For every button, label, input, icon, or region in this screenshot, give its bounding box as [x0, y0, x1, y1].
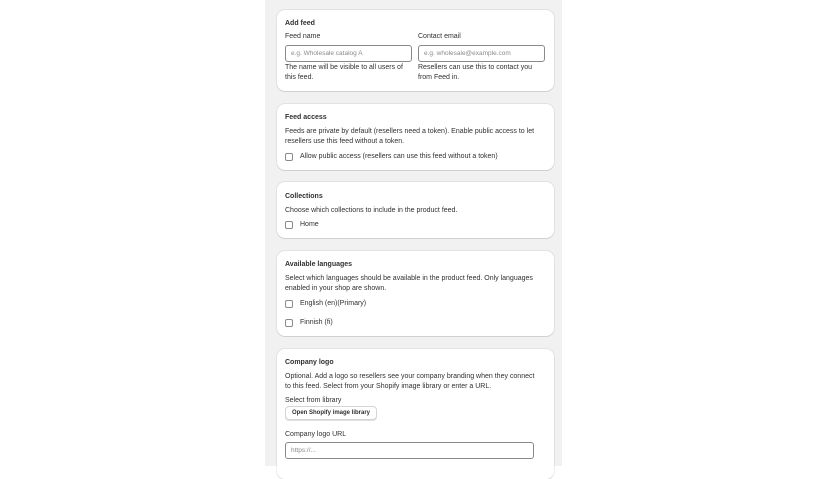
select-from-library-label: Select from library: [285, 397, 342, 404]
feed-name-help-line-2: this feed.: [285, 74, 314, 81]
add-feed-card: [277, 10, 554, 91]
collections-title: Collections: [285, 193, 323, 200]
languages-card: [277, 251, 554, 336]
language-option-english[interactable]: [285, 299, 366, 309]
open-image-library-button[interactable]: Open Shopify image library: [285, 406, 377, 420]
language-english-label: English (en)(Primary): [300, 300, 367, 307]
feed-name-label: Feed name: [285, 33, 321, 40]
collections-card: [277, 182, 554, 238]
contact-email-help-line-2: from Feed in.: [418, 74, 460, 81]
language-english-checkbox[interactable]: [285, 300, 293, 308]
feed-access-description-line-2: resellers use this feed without a token.: [285, 138, 405, 145]
public-access-checkbox[interactable]: [285, 153, 293, 161]
contact-email-input[interactable]: [418, 45, 545, 62]
contact-email-help-line-1: Resellers can use this to contact you: [418, 64, 533, 71]
feed-access-card: [277, 104, 554, 170]
contact-email-label: Contact email: [418, 33, 461, 40]
public-access-label: Allow public access (resellers can use this feed without a token): [300, 153, 498, 160]
feed-access-title: Feed access: [285, 114, 327, 121]
company-logo-card: [277, 349, 554, 479]
collection-home-label: Home: [300, 221, 319, 228]
add-feed-title: Add feed: [285, 20, 315, 27]
language-finnish-checkbox[interactable]: [285, 319, 293, 327]
languages-title: Available languages: [285, 261, 353, 268]
language-option-finnish[interactable]: [285, 318, 333, 328]
feed-name-input[interactable]: [285, 45, 412, 62]
feed-access-description-line-1: Feeds are private by default (resellers need a token). Enable public access to let: [285, 128, 535, 135]
language-finnish-label: Finnish (fi): [300, 319, 333, 326]
company-logo-description-line-1: Optional. Add a logo so resellers see your company branding when they connect: [285, 373, 535, 380]
collections-description: Choose which collections to include in the product feed.: [285, 207, 458, 214]
company-logo-description-line-2: to this feed. Select from your Shopify image library or enter a URL.: [285, 383, 492, 390]
languages-description-line-1: Select which languages should be available in the product feed. Only languages: [285, 275, 533, 282]
languages-description-line-2: enabled in your shop are shown.: [285, 285, 387, 292]
company-logo-url-label: Company logo URL: [285, 431, 347, 438]
collection-home-checkbox[interactable]: [285, 221, 293, 229]
public-access-option[interactable]: [285, 152, 498, 162]
company-logo-title: Company logo: [285, 359, 334, 366]
company-logo-url-input[interactable]: [285, 442, 534, 459]
collection-option-home[interactable]: [285, 220, 319, 230]
feed-name-help-line-1: The name will be visible to all users of: [285, 64, 403, 71]
